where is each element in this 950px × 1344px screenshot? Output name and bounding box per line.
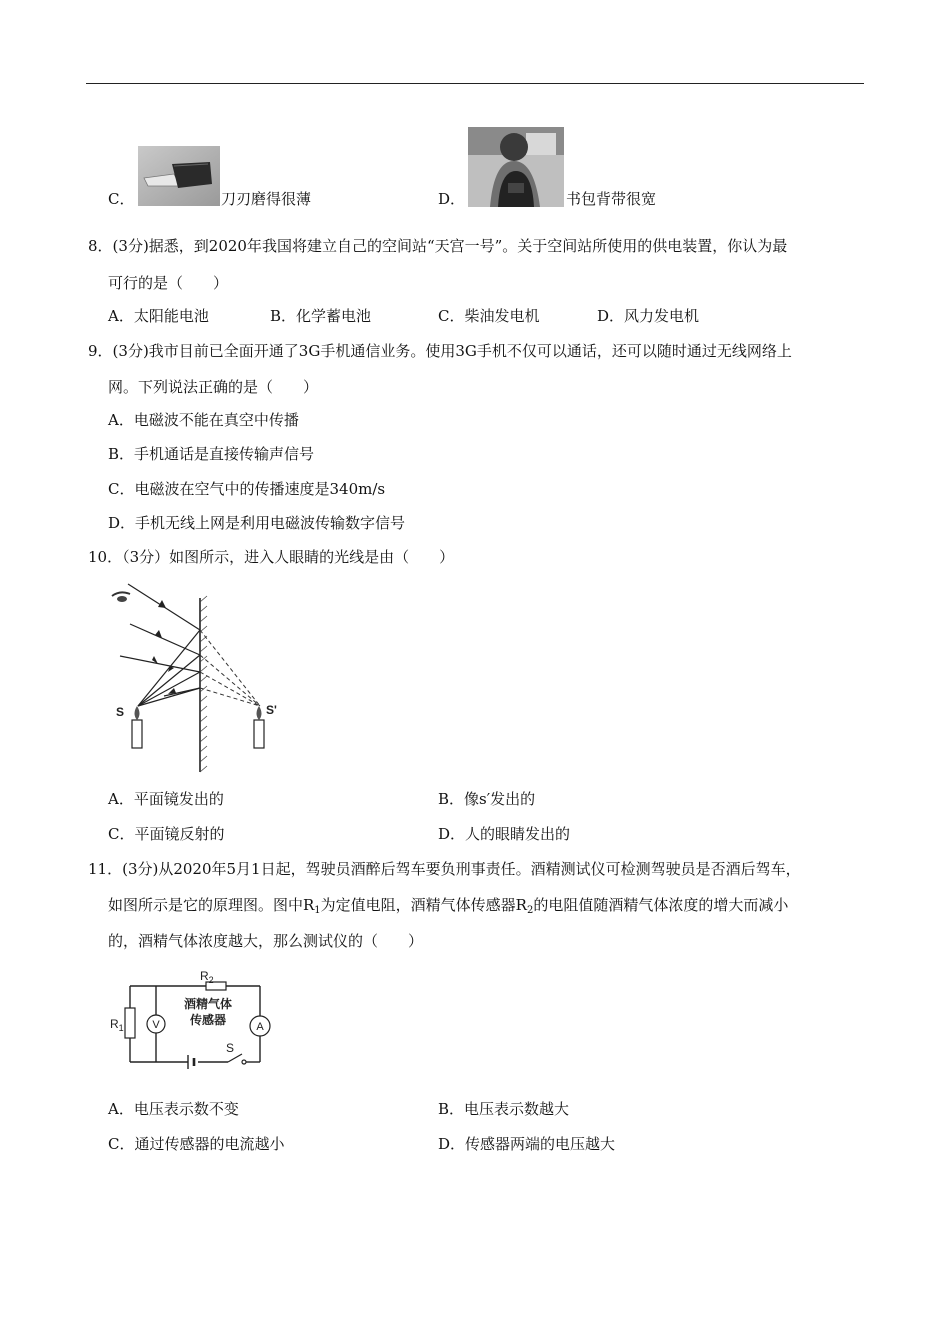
q11-option-d: D．传感器两端的电压越大 xyxy=(438,1135,616,1153)
q11-option-b: B．电压表示数越大 xyxy=(438,1100,570,1118)
q11-option-c: C．通过传感器的电流越小 xyxy=(108,1135,285,1153)
svg-text:V: V xyxy=(152,1019,160,1031)
ammeter-icon xyxy=(250,1016,270,1036)
svg-text:A: A xyxy=(256,1021,264,1033)
header-rule xyxy=(86,83,864,84)
q8-option-c: C．柴油发电机 xyxy=(438,307,540,325)
svg-text:R1: $R_1$ xyxy=(110,1017,124,1033)
label-s: S xyxy=(116,705,125,719)
candle-icon xyxy=(132,706,142,748)
switch-icon xyxy=(228,1054,246,1064)
q7-option-d-letter: D． xyxy=(438,190,466,208)
mirror-icon xyxy=(200,596,207,772)
q9-stem-line1: 9．(3分)我市目前已全面开通了3G手机通信业务。使用3G手机不仅可以通话，还可以随时通过无线网络上 xyxy=(88,342,792,360)
backpack-photo xyxy=(468,127,564,207)
q10-option-b: B．像s′发出的 xyxy=(438,790,536,808)
q11-stem-line2: 如图所示是它的原理图。图中$R_1$为定值电阻，酒精气体传感器$R_2$的电阻值随酒精气体浓度的增大而减小 xyxy=(108,896,789,916)
q9-stem-line2: 网。下列说法正确的是（ ） xyxy=(108,378,319,396)
q8-option-a: A．太阳能电池 xyxy=(108,307,209,325)
q10-stem: 10．（3分）如图所示，进入人眼睛的光线是由（ ） xyxy=(88,548,455,566)
q8-stem-line1: 8．(3分)据悉，到2020年我国将建立自己的空间站“天宫一号”。关于空间站所使用的供电装置，你认为最 xyxy=(88,237,788,255)
voltmeter-icon xyxy=(147,1015,165,1033)
sensor-label-line2: 传感器 xyxy=(189,1013,227,1027)
q11-stem-line3: 的，酒精气体浓度越大，那么测试仪的（ ） xyxy=(108,932,424,950)
q8-option-d: D．风力发电机 xyxy=(597,307,700,325)
q10-option-d: D．人的眼睛发出的 xyxy=(438,825,571,843)
eye-icon xyxy=(112,592,130,602)
q7-option-c-text: 刀刃磨得很薄 xyxy=(221,190,312,208)
q8-option-b: B．化学蓄电池 xyxy=(270,307,372,325)
knife-photo xyxy=(138,146,220,206)
switch-label: S xyxy=(226,1041,235,1055)
q11-stem-line1: 11．(3分)从2020年5月1日起，驾驶员酒醉后驾车要负刑事责任。酒精测试仪可检测驾驶员是否酒后驾车， xyxy=(88,860,801,878)
q9-option-a: A．电磁波不能在真空中传播 xyxy=(108,411,299,429)
alcohol-tester-circuit-diagram xyxy=(108,964,278,1074)
mirror-reflection-diagram xyxy=(108,580,298,776)
sensor-label-line1: 酒精气体 xyxy=(183,997,233,1011)
svg-text:R2: $R_2$ xyxy=(200,969,214,985)
q7-option-c-letter: C． xyxy=(108,190,135,208)
q11-option-a: A．电压表示数不变 xyxy=(108,1100,239,1118)
label-s-prime: S' xyxy=(266,703,277,717)
q9-option-c: C．电磁波在空气中的传播速度是340m/s xyxy=(108,480,386,498)
q10-option-a: A．平面镜发出的 xyxy=(108,790,224,808)
q8-stem-line2: 可行的是（ ） xyxy=(108,274,229,292)
q9-option-b: B．手机通话是直接传输声信号 xyxy=(108,445,315,463)
q9-option-d: D．手机无线上网是利用电磁波传输数字信号 xyxy=(108,514,406,532)
q7-option-d-text: 书包背带很宽 xyxy=(566,190,657,208)
candle-image-icon xyxy=(254,706,264,748)
battery-icon xyxy=(188,1055,194,1069)
q10-option-c: C．平面镜反射的 xyxy=(108,825,225,843)
